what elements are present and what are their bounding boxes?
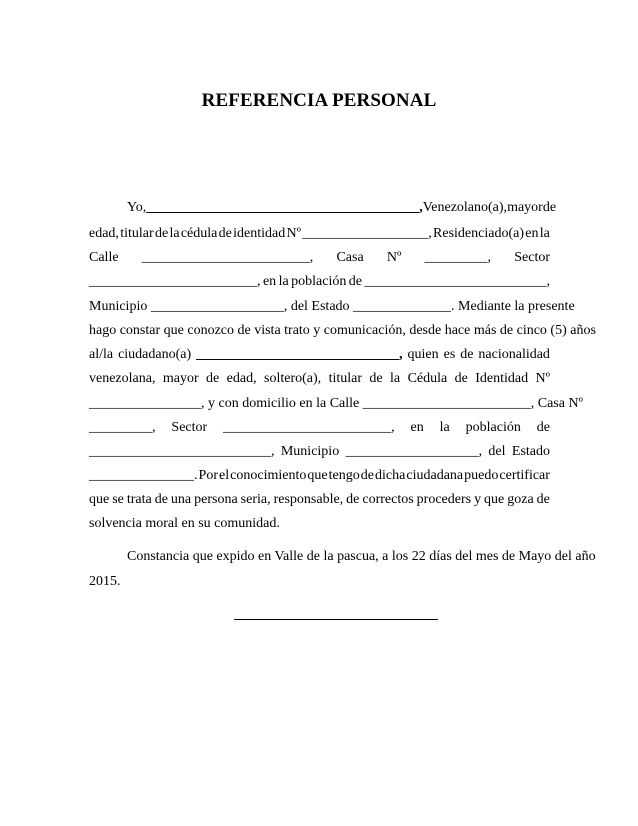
word: _____________________________,: [196, 347, 403, 362]
word: Venezolano(a),: [422, 200, 508, 215]
word: una: [170, 492, 192, 507]
word: identidad: [233, 226, 286, 241]
document-line: [89, 369, 550, 389]
word: Nº: [535, 371, 550, 386]
word: y: [474, 492, 482, 507]
word: tengo: [328, 468, 360, 483]
word: Estado: [511, 444, 550, 459]
word: titular: [328, 371, 363, 386]
word: la: [278, 274, 289, 289]
line-text: solvencia moral en su comunidad.: [89, 516, 280, 531]
document-line: [89, 547, 596, 567]
word: en: [262, 274, 277, 289]
word: ________________________,: [89, 274, 261, 289]
word: __________________,: [302, 226, 432, 241]
document-line: [89, 466, 550, 486]
word: Sector: [171, 420, 208, 435]
line-text: Municipio ___________________, del Estado ______________. Mediante la presente: [89, 299, 575, 314]
word: proceders: [416, 492, 472, 507]
document-line: [89, 514, 550, 534]
document-line: [89, 198, 557, 218]
word: Residenciado(a): [433, 226, 525, 241]
word: Por: [198, 468, 218, 483]
document-line: [89, 224, 550, 244]
word: ___________________,: [345, 444, 483, 459]
word: en: [525, 226, 539, 241]
word: es: [443, 347, 456, 362]
word: se: [112, 492, 124, 507]
word: cédula: [180, 226, 218, 241]
word: al/la: [89, 347, 114, 362]
word: Sector: [514, 250, 550, 265]
word: edad,: [89, 226, 119, 241]
word: soltero(a),: [264, 371, 322, 386]
word: de: [206, 371, 220, 386]
word: responsable,: [273, 492, 344, 507]
word: Calle: [89, 250, 119, 265]
word: ________________________,: [223, 420, 395, 435]
word: de: [369, 371, 383, 386]
word: que: [484, 492, 505, 507]
word: trata: [126, 492, 152, 507]
word: de: [218, 226, 232, 241]
document-line: [89, 297, 575, 317]
word: quien: [407, 347, 439, 362]
document-line: [89, 272, 550, 292]
word: la: [439, 420, 450, 435]
word: titular: [120, 226, 154, 241]
word: __________________________,: [364, 274, 550, 289]
word: mayor: [162, 371, 199, 386]
word: población: [465, 420, 521, 435]
word: la: [169, 226, 180, 241]
word: de: [154, 226, 169, 241]
document-line: [89, 345, 550, 365]
word: correctos: [362, 492, 414, 507]
word: puedo: [464, 468, 499, 483]
word: _________,: [89, 420, 156, 435]
page-title: REFERENCIA PERSONAL: [201, 90, 437, 111]
signature-line: [234, 619, 438, 620]
word: __________________________,: [89, 444, 275, 459]
line-text: 2015.: [89, 574, 121, 589]
word: Municipio: [280, 444, 340, 459]
word: venezolana,: [89, 371, 156, 386]
word: Nº: [286, 226, 301, 241]
word: del: [488, 444, 506, 459]
word: Nº: [386, 250, 402, 265]
document-line: [89, 442, 550, 462]
document-line: [89, 394, 583, 414]
word: población: [291, 274, 347, 289]
word: de: [454, 371, 468, 386]
word: de: [360, 468, 374, 483]
word: de: [536, 492, 550, 507]
word: edad,: [226, 371, 257, 386]
word: de: [460, 347, 474, 362]
word: _________,: [424, 250, 492, 265]
word: persona: [194, 492, 238, 507]
word: en: [410, 420, 424, 435]
word: de: [536, 420, 550, 435]
word: ciudadano(a): [118, 347, 192, 362]
word: _______________________________________,: [146, 200, 423, 215]
word: Casa: [336, 250, 364, 265]
word: ciudadana: [406, 468, 464, 483]
word: que: [89, 492, 110, 507]
line-text: ________________, y con domicilio en la Calle ________________________, Casa Nº: [89, 396, 583, 411]
word: conocimiento: [230, 468, 307, 483]
word: la: [390, 371, 401, 386]
word: Cédula: [407, 371, 448, 386]
document-line: [89, 321, 596, 341]
word: dicha: [375, 468, 406, 483]
word: la: [539, 226, 550, 241]
document-line: [89, 248, 550, 268]
word: certificar: [499, 468, 550, 483]
word: ________________________,: [141, 250, 314, 265]
word: de: [348, 274, 363, 289]
word: que: [307, 468, 328, 483]
document-line: [89, 418, 550, 438]
word: el: [219, 468, 230, 483]
word: nacionalidad: [478, 347, 550, 362]
word: de: [542, 200, 557, 215]
document-line: [89, 490, 550, 510]
word: mayor: [507, 200, 543, 215]
word: goza: [507, 492, 534, 507]
line-text: Constancia que expido en Valle de la pascua, a los 22 días del mes de Mayo del año: [127, 549, 596, 564]
word: de: [154, 492, 168, 507]
word: Yo,: [127, 200, 147, 215]
word: seria,: [240, 492, 271, 507]
word: _______________.: [89, 468, 198, 483]
word: Identidad: [475, 371, 529, 386]
document-line: [89, 572, 550, 592]
word: de: [346, 492, 360, 507]
line-text: hago constar que conozco de vista trato y comunicación, desde hace más de cinco (5) años: [89, 323, 596, 338]
